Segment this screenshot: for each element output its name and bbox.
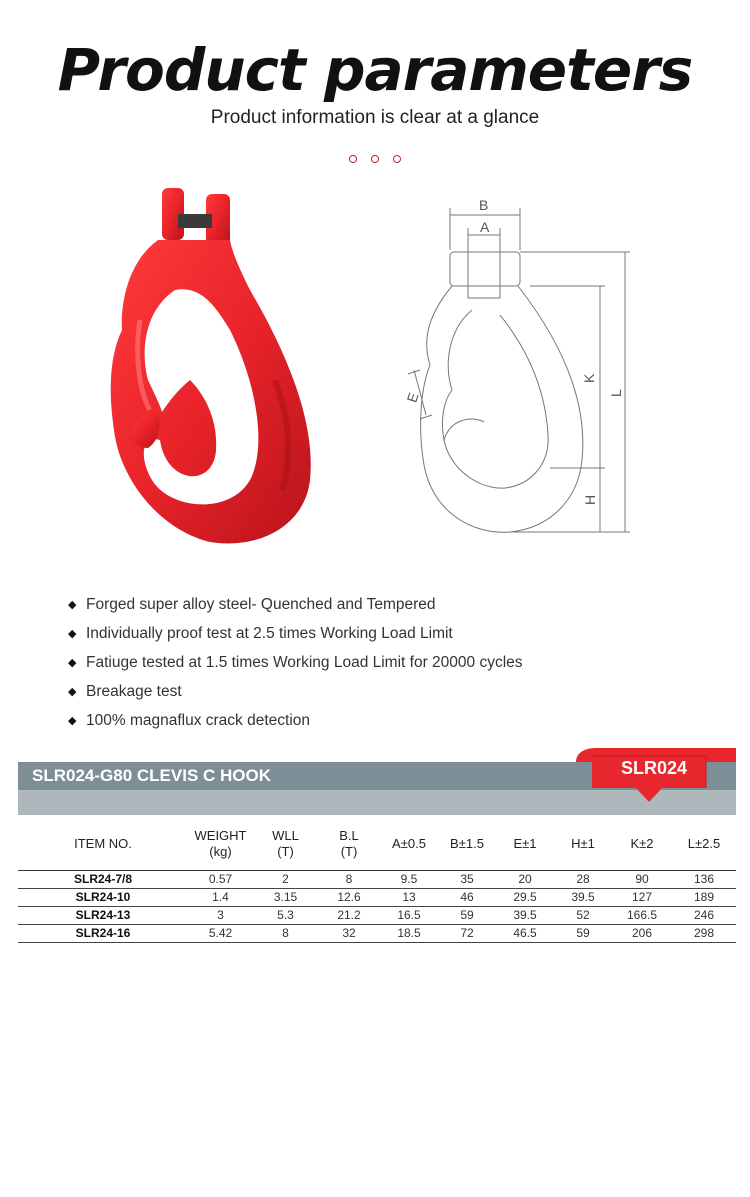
- feature-item: ◆ Individually proof test at 2.5 times Working Load Limit: [68, 619, 523, 648]
- feature-item: ◆ 100% magnaflux crack detection: [68, 706, 523, 735]
- table-row: SLR24-10 1.4 3.15 12.6 13 46 29.5 39.5 127 189: [18, 888, 736, 906]
- feature-item: ◆ Breakage test: [68, 677, 523, 706]
- dot-icon: [349, 155, 357, 163]
- dim-label-k: K: [581, 373, 597, 383]
- diamond-bullet-icon: ◆: [68, 656, 77, 669]
- col-h: H±1: [554, 818, 612, 870]
- diamond-bullet-icon: ◆: [68, 714, 77, 727]
- col-l: L±2.5: [672, 818, 736, 870]
- col-item: ITEM NO.: [18, 818, 188, 870]
- col-wll: WLL (T): [253, 818, 318, 870]
- dot-icon: [393, 155, 401, 163]
- dot-icon: [371, 155, 379, 163]
- decorative-dots: [0, 150, 750, 168]
- diamond-bullet-icon: ◆: [68, 598, 77, 611]
- table-row: SLR24-7/8 0.57 2 8 9.5 35 20 28 90 136: [18, 870, 736, 888]
- dim-label-l: L: [608, 389, 624, 397]
- specs-table: [18, 818, 736, 943]
- table-header-row: [18, 818, 736, 870]
- model-badge-label: SLR024: [620, 758, 688, 778]
- dim-label-h: H: [582, 494, 598, 505]
- col-e: E±1: [496, 818, 554, 870]
- dim-label-e: E: [403, 390, 422, 405]
- col-bl: B.L (T): [318, 818, 380, 870]
- col-b: B±1.5: [438, 818, 496, 870]
- page-subtitle: Product information is clear at a glance: [210, 107, 540, 128]
- feature-item: ◆ Forged super alloy steel- Quenched and Tempered: [68, 590, 523, 619]
- col-weight: WEIGHT (kg): [188, 818, 253, 870]
- diamond-bullet-icon: ◆: [68, 627, 77, 640]
- table-title-bar: [18, 758, 736, 815]
- col-k: K±2: [612, 818, 672, 870]
- diamond-bullet-icon: ◆: [68, 685, 77, 698]
- table-row: SLR24-13 3 5.3 21.2 16.5 59 39.5 52 166.5 246: [18, 906, 736, 924]
- dim-label-b: B: [479, 197, 489, 213]
- table-title: SLR024-G80 CLEVIS C HOOK: [32, 766, 272, 785]
- page-title: Product parameters: [57, 36, 693, 104]
- table-row: SLR24-16 5.42 8 32 18.5 72 46.5 59 206 298: [18, 924, 736, 942]
- feature-list: [68, 590, 523, 735]
- col-a: A±0.5: [380, 818, 438, 870]
- dimension-drawing: [400, 190, 650, 550]
- feature-item: ◆ Fatiuge tested at 1.5 times Working Load Limit for 20000 cycles: [68, 648, 523, 677]
- dim-label-a: A: [480, 219, 490, 235]
- hook-photo: [100, 180, 330, 560]
